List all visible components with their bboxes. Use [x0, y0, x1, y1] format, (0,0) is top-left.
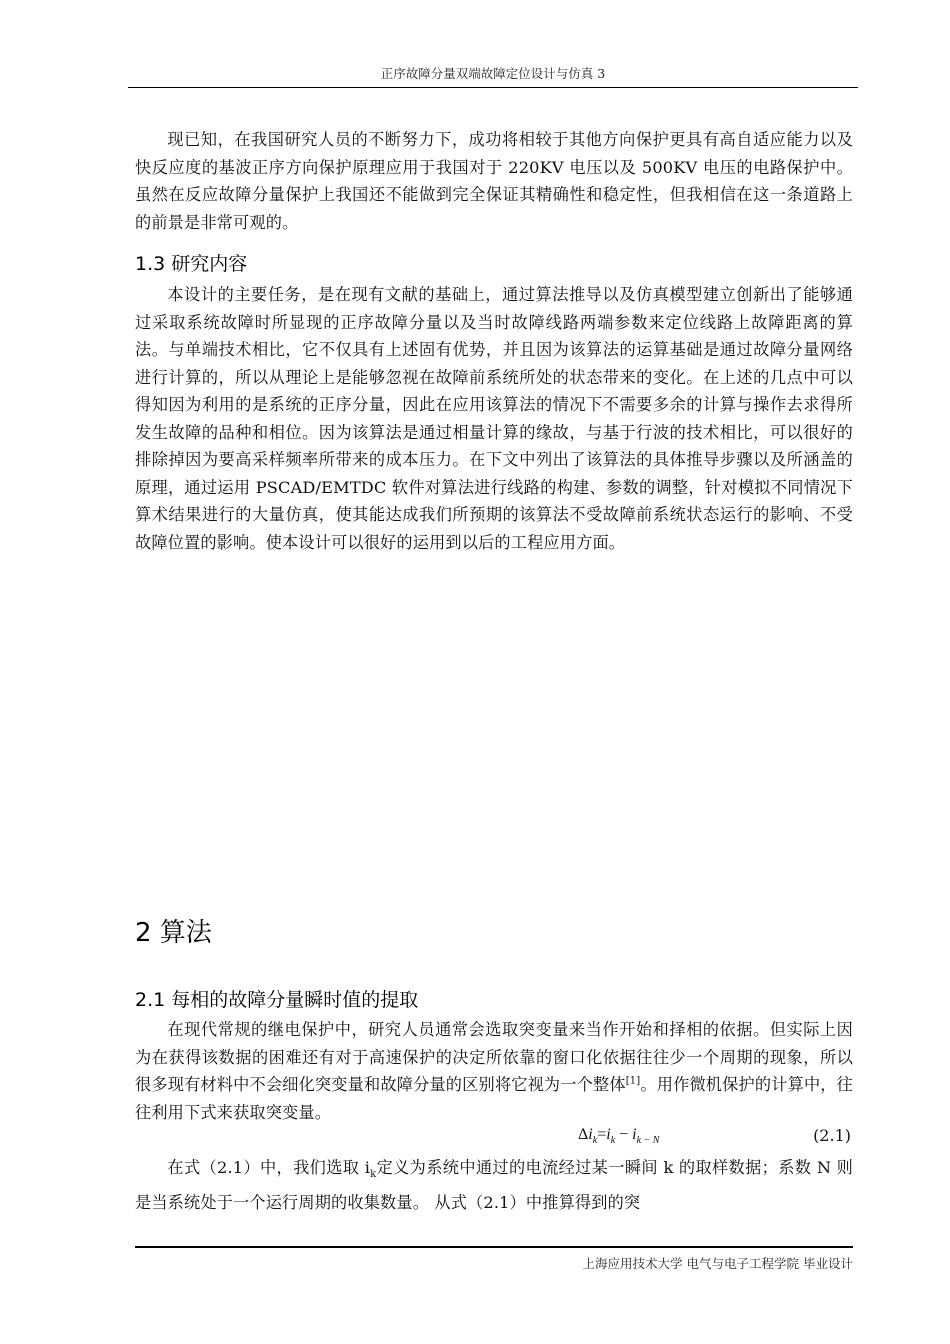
paragraph: 在式（2.1）中，我们选取 $i_k$定义为系统中通过的电流经过某一瞬间 k 的取样数据；系数 N 则是当系统处于一个运行周期的收集数量。 从式（2.1）中推算得到的突 — [135, 1158, 853, 1212]
page-footer: 上海应用技术大学 电气与电子工程学院 毕业设计 — [135, 1246, 853, 1272]
citation-ref: [1] — [625, 1075, 641, 1087]
equation-number: (2.1) — [813, 1126, 851, 1145]
paragraph — [135, 1016, 853, 1126]
paragraph-text: 在现代常规的继电保护中，研究人员通常会选取突变量来当作开始和择相的依据。但实际上因为在获得该数据的困难还有对于高速保护的决定所依靠的窗口化依据往往少一个周期的现象，所以很多现有材料中不会细化突变量和故障分量的区别将它视为一个整体 — [135, 1020, 853, 1094]
chapter-heading-2: 2 算法 — [135, 918, 212, 948]
equation-row — [135, 1124, 853, 1152]
section-heading-2-1: 2.1 每相的故障分量瞬时值的提取 — [135, 989, 419, 1011]
page-header: 正序故障分量双端故障定位设计与仿真 3 — [128, 64, 858, 88]
equation-explanation-block — [135, 1154, 853, 1216]
paragraph: 现已知，在我国研究人员的不断努力下，成功将相较于其他方向保护更具有高自适应能力以及快反应度的基波正序方向保护原理应用于我国对于 220KV 电压以及 500KV 电压的电路保护中。虽然在反应故障分量保护上我国还不能做到完全保证其精确性和稳定性，但我相信在这一条道路上的前景是非常可观的。 — [135, 130, 853, 232]
research-content-block — [135, 281, 853, 556]
section-heading-1-3: 1.3 研究内容 — [135, 253, 248, 275]
intro-paragraph-block — [135, 126, 853, 236]
section-2-1-block — [135, 1016, 853, 1126]
paragraph: 本设计的主要任务，是在现有文献的基础上，通过算法推导以及仿真模型建立创新出了能够通过采取系统故障时所显现的正序故障分量以及当时故障线路两端参数来定位线路上故障距离的算法。与单端技术相比，它不仅具有上述固有优势，并且因为该算法的运算基础是通过故障分量网络进行计算的，所以从理论上是能够忽视在故障前系统所处的状态带来的变化。在上述的几点中可以得知因为利用的是系统的正序分量，因此在应用该算法的情况下不需要多余的计算与操作去求得所发生故障的品种和相位。因为该算法是通过相量计算的缘故，与基于行波的技术相比，可以很好的排除掉因为要高采样频率所带来的成本压力。在下文中列出了该算法的具体推导步骤以及所涵盖的原理，通过运用 PSCAD/EMTDC 软件对算法进行线路的构建、参数的调整，针对模拟不同情况下算术结果进行的大量仿真，使其能达成我们所预期的该算法不受故障前系统状态运行的影响、不受故障位置的影响。使本设计可以很好的运用到以后的工程应用方面。 — [135, 285, 853, 552]
paragraph-text: 。用作微机保护的计算中，往往利用下式来获取突变量。 — [135, 1075, 854, 1122]
equation: $\Delta i_k=i_k - i_{k - N}$ — [578, 1126, 660, 1147]
